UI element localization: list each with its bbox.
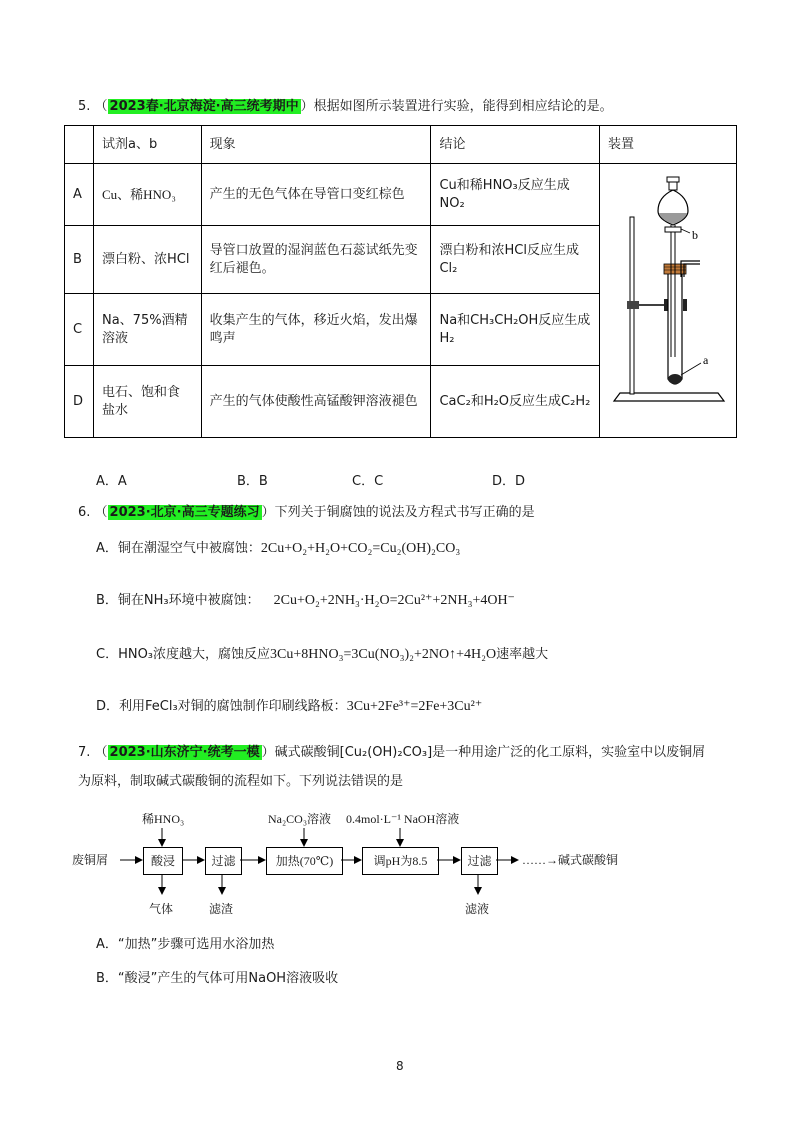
q7-stem: 碱式碳酸铜[Cu₂(OH)₂CO₃]是一种用途广泛的化工原料，实验室中以废铜屑	[274, 745, 706, 760]
q7-source-tag: 2023·山东济宁·统考一模	[109, 745, 260, 760]
q5-apparatus-cell	[600, 164, 737, 438]
flow-reagent-naoh: 0.4mol·L⁻¹ NaOH溶液	[346, 812, 460, 826]
q5-stem: 根据如图所示装置进行实验，能得到相应结论的是。	[313, 99, 613, 114]
apparatus-diagram	[600, 167, 736, 435]
q5-row-reagent: 电石、饱和食盐水	[93, 366, 201, 438]
q6-heading: 6. （ 2023·北京·高三专题练习 ）下列关于铜腐蚀的说法及方程式书写正确的是	[78, 505, 535, 520]
flow-step-adjust-ph: 调pH为8.5	[362, 847, 439, 875]
q5-row-label: B	[65, 226, 94, 294]
flow-reagent-na2co3: Na₂CO₃溶液	[268, 812, 332, 826]
flow-step-heat: 加热(70℃)	[266, 847, 343, 875]
q5-row-reagent: Cu、稀HNO₃	[93, 164, 201, 226]
flow-output-gas: 气体	[149, 902, 174, 916]
q5-row-label: A	[65, 164, 94, 226]
flow-product: ……→碱式碳酸铜	[522, 853, 619, 867]
q6-number: 6.	[78, 505, 91, 520]
q7-number: 7.	[78, 745, 91, 760]
option-text: D．利用FeCl₃对铜的腐蚀制作印刷线路板：	[96, 699, 347, 714]
q5-heading: 5. （ 2023春·北京海淀·高三统考期中 ）根据如图所示装置进行实验，能得到相应结论的是。	[78, 99, 613, 114]
q5-row-phenomenon: 收集产生的气体，移近火焰，发出爆鸣声	[201, 294, 431, 366]
q5-row-phenomenon: 导管口放置的湿润蓝色石蕊试纸先变红后褪色。	[201, 226, 431, 294]
clamp-boss	[627, 301, 639, 309]
q6-option-d	[96, 698, 482, 716]
q5-row-conclusion: Cu和稀HNO₃反应生成NO₂	[431, 164, 600, 226]
flow-output-filtrate: 滤液	[465, 902, 490, 916]
q7-heading: 7. （ 2023·山东济宁·统考一模 ）碱式碳酸铜[Cu₂(OH)₂CO₃]是一种用途广泛的化工原料，实验室中以废铜屑	[78, 745, 706, 760]
q5-number: 5.	[78, 99, 91, 114]
q5-option-a: A．A	[96, 474, 127, 489]
q5-table	[64, 125, 737, 438]
option-suffix: 速率越大	[496, 647, 549, 662]
option-text: C．HNO₃浓度越大，腐蚀反应	[96, 647, 271, 662]
funnel-liquid	[659, 213, 687, 224]
flow-reagent-hno3: 稀HNO₃	[142, 812, 185, 826]
q5-header-conclusion: 结论	[431, 126, 600, 164]
q5-header-row	[65, 126, 737, 164]
q5-header-phenomenon: 现象	[201, 126, 431, 164]
q5-header-apparatus: 装置	[600, 126, 737, 164]
q6-option-c	[96, 646, 548, 664]
q6-option-a	[96, 540, 460, 558]
q5-row-conclusion: 漂白粉和浓HCl反应生成Cl₂	[431, 226, 600, 294]
q5-source-tag: 2023春·北京海淀·高三统考期中	[109, 99, 299, 114]
flow-output-residue: 滤渣	[209, 902, 234, 916]
q5-option-d: D．D	[492, 474, 526, 489]
q5-row-conclusion: Na和CH₃CH₂OH反应生成H₂	[431, 294, 600, 366]
flow-input: 废铜屑	[72, 853, 109, 867]
q6-stem: 下列关于铜腐蚀的说法及方程式书写正确的是	[274, 505, 535, 520]
equation: 2Cu+O₂+H₂O+CO₂=Cu₂(OH)₂CO₃	[260, 541, 461, 556]
q5-row-label: C	[65, 294, 94, 366]
q6-option-b	[96, 592, 515, 610]
q7-stem-line2: 为原料，制取碱式碳酸铜的流程如下。下列说法错误的是	[78, 774, 404, 789]
label-a: a	[703, 352, 709, 367]
label-b: b	[692, 227, 698, 242]
stopcock	[665, 227, 681, 232]
q5-option-c: C．C	[352, 474, 384, 489]
q5-header-reagent: 试剂a、b	[93, 126, 201, 164]
equation: 3Cu+2Fe³⁺=2Fe+3Cu²⁺	[346, 699, 483, 714]
flow-step-filter-2: 过滤	[461, 847, 498, 875]
q7-option-b: B．“酸浸”产生的气体可用NaOH溶液吸收	[96, 971, 339, 986]
q5-option-b: B．B	[237, 474, 268, 489]
flow-step-filter-1: 过滤	[205, 847, 242, 875]
equation: 3Cu+8HNO₃=3Cu(NO₃)₂+2NO↑+4H₂O	[270, 647, 497, 662]
q5-row-phenomenon: 产生的气体使酸性高锰酸钾溶液褪色	[201, 366, 431, 438]
q5-row-reagent: Na、75%酒精溶液	[93, 294, 201, 366]
option-text: B．铜在NH₃环境中被腐蚀：	[96, 593, 260, 608]
clamp-jaw	[683, 299, 687, 311]
equation: 2Cu+O₂+2NH₃·H₂O=2Cu²⁺+2NH₃+4OH⁻	[273, 593, 515, 608]
q7-option-a: A．“加热”步骤可选用水浴加热	[96, 937, 275, 952]
funnel-stopper	[667, 177, 679, 182]
page-number: 8	[396, 1059, 404, 1073]
flow-step-acid-leach: 酸浸	[143, 847, 183, 875]
solid-reagent	[668, 374, 682, 384]
q5-row-a	[65, 164, 737, 226]
option-text: A．铜在潮湿空气中被腐蚀：	[96, 541, 261, 556]
q5-row-phenomenon: 产生的无色气体在导管口变红棕色	[201, 164, 431, 226]
q5-row-reagent: 漂白粉、浓HCl	[93, 226, 201, 294]
q5-row-conclusion: CaC₂和H₂O反应生成C₂H₂	[431, 366, 600, 438]
q5-row-label: D	[65, 366, 94, 438]
q5-header-corner	[65, 126, 94, 164]
q6-source-tag: 2023·北京·高三专题练习	[109, 505, 260, 520]
